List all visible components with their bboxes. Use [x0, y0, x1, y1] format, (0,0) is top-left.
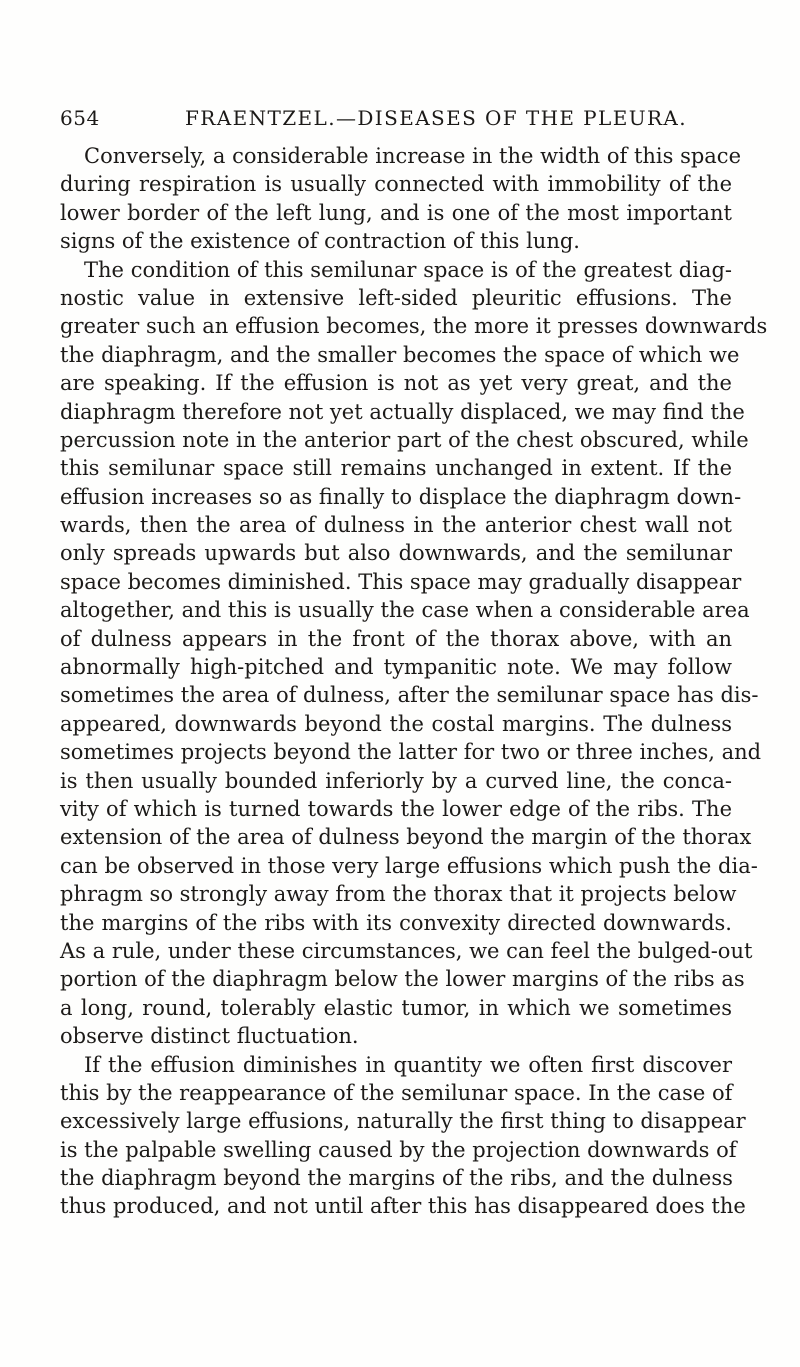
text-line: lower border of the left lung, and is one of the most important — [60, 200, 732, 225]
text-line: are speaking. If the effusion is not as yet very great, and the — [60, 371, 732, 396]
text-line: abnormally high-pitched and tympanitic note. We may follow — [60, 655, 732, 680]
text-line: is then usually bounded inferiorly by a curved line, the conca- — [60, 768, 732, 793]
text-line: during respiration is usually connected with immobility of the — [60, 172, 732, 197]
text-line: extension of the area of dulness beyond the margin of the thorax — [60, 825, 752, 850]
text-line: If the effusion diminishes in quantity we often first discover — [84, 1052, 732, 1077]
text-line: effusion increases so as finally to displace the diaphragm down- — [60, 484, 742, 509]
text-line: is the palpable swelling caused by the projection downwards of — [60, 1137, 737, 1162]
text-line: portion of the diaphragm below the lower margins of the ribs as — [60, 967, 745, 992]
text-line: wards, then the area of dulness in the anterior chest wall not — [60, 513, 732, 538]
text-line: can be observed in those very large effusions which push the dia- — [60, 853, 758, 878]
text-line: of dulness appears in the front of the thorax above, with an — [60, 626, 732, 651]
running-head: FRAENTZEL.—DISEASES OF THE PLEURA. — [185, 106, 688, 130]
text-line: this by the reappearance of the semilunar space. In the case of — [60, 1080, 733, 1105]
text-line: percussion note in the anterior part of the chest obscured, while — [60, 427, 749, 452]
text-line: sometimes the area of dulness, after the semilunar space has dis- — [60, 683, 759, 708]
body-text — [60, 142, 768, 1221]
text-line: phragm so strongly away from the thorax that it projects below — [60, 882, 737, 907]
text-line: appeared, downwards beyond the costal margins. The dulness — [60, 711, 732, 736]
text-line: only spreads upwards but also downwards, and the semilunar — [60, 541, 732, 566]
text-line: diaphragm therefore not yet actually displaced, we may find the — [60, 399, 745, 424]
text-line: observe distinct fluctuation. — [60, 1024, 359, 1049]
text-line: the diaphragm, and the smaller becomes the space of which we — [60, 342, 740, 367]
text-line: Conversely, a considerable increase in the width of this space — [84, 144, 741, 168]
page-number: 654 — [60, 106, 100, 130]
text-line: signs of the existence of contraction of this lung. — [60, 229, 580, 254]
text-line: altogether, and this is usually the case when a considerable area — [60, 598, 750, 623]
page-header — [60, 106, 730, 138]
text-line: excessively large effusions, naturally the first thing to disappear — [60, 1109, 746, 1134]
text-line: the diaphragm beyond the margins of the ribs, and the dulness — [60, 1166, 733, 1191]
text-line: As a rule, under these circumstances, we can feel the bulged-out — [60, 938, 753, 963]
text-line: a long, round, tolerably elastic tumor, in which we sometimes — [60, 995, 732, 1020]
text-line: this semilunar space still remains unchanged in extent. If the — [60, 456, 732, 481]
text-line: greater such an effusion becomes, the more it presses downwards — [60, 314, 768, 339]
text-line: nostic value in extensive left-sided pleuritic effusions. The — [60, 285, 732, 310]
text-line: The condition of this semilunar space is of the greatest diag- — [84, 257, 732, 282]
text-line: the margins of the ribs with its convexity directed downwards. — [60, 910, 732, 935]
text-line: thus produced, and not until after this has disappeared does the — [60, 1194, 746, 1219]
text-line: vity of which is turned towards the lower edge of the ribs. The — [60, 796, 732, 821]
text-line: sometimes projects beyond the latter for two or three inches, and — [60, 740, 762, 765]
text-line: space becomes diminished. This space may gradually disappear — [60, 569, 742, 594]
